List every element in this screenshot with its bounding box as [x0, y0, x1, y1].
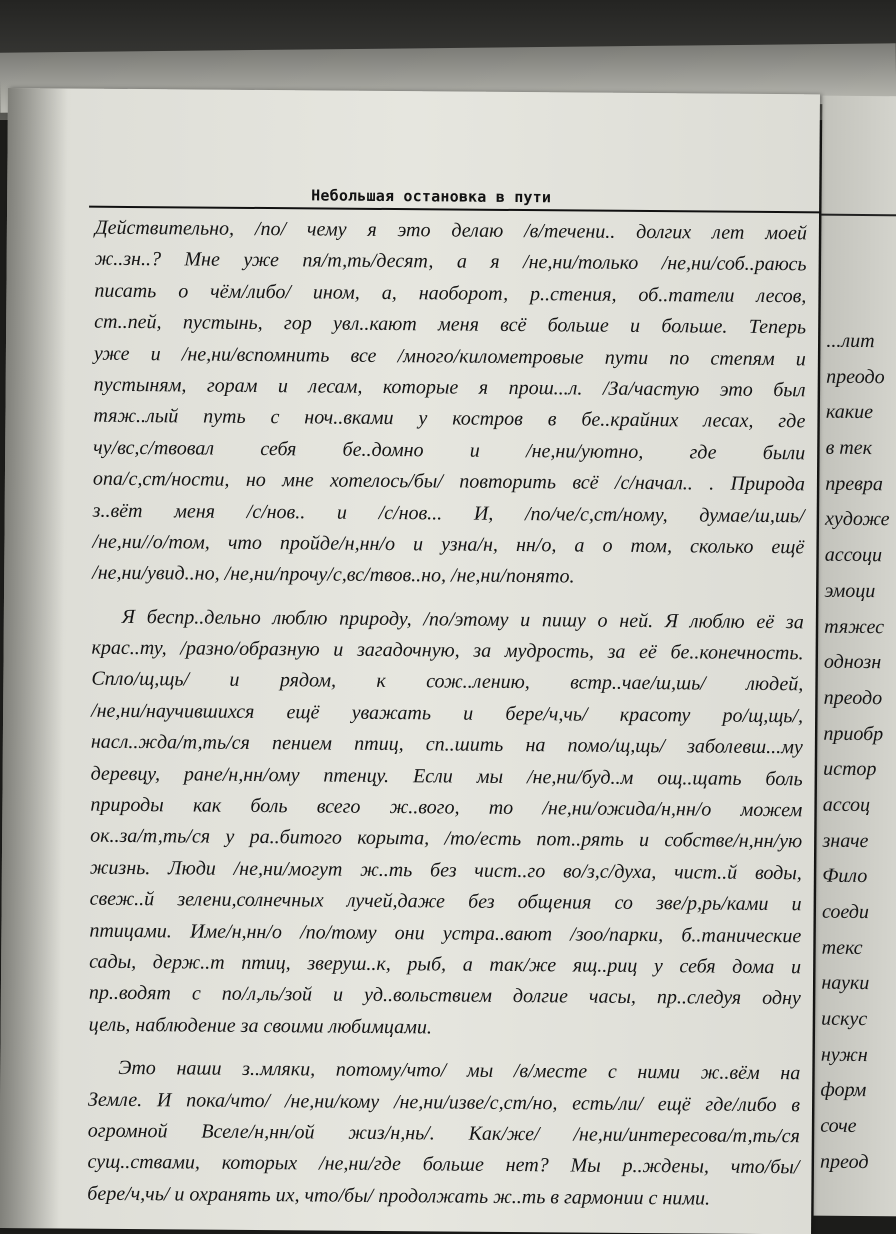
- adjacent-line: художе: [824, 508, 890, 531]
- text-line: /не,ни/увид..но, /не,ни/прочу/с,вс/твов..но, /не,ни/понято.: [92, 561, 575, 588]
- text-line: цель, наблюдение за своими любимцами.: [88, 1013, 433, 1039]
- text-line: насл..жда/т,ть/ся пением птиц, сп..шить на помо/щ,щь/ заболевш...му: [90, 730, 803, 759]
- text-line: свеж..й зелени,солнечных лучей,даже без общения со зве/р,рь/ками и: [89, 887, 802, 916]
- text-line: крас..ту, /разно/образную и загадочную, за мудрость, за её бе..конечность.: [91, 636, 804, 665]
- text-line: Это наши з..мляки, потому/что/ мы /в/месте с ними ж..вём на: [118, 1057, 801, 1085]
- paragraph: [89, 601, 804, 1046]
- text-line: /не,ни//о/том, что пройде/н,нн/о и узна/н, нн/о, а о том, сколько ещё: [92, 530, 805, 559]
- paragraph: [92, 213, 807, 595]
- text-line: птицами. Име/н,нн/о /по/тому они устра..вают /зоо/парки, б..танические: [89, 919, 802, 947]
- adjacent-line: в тек: [825, 436, 873, 460]
- text-line: тяж..лый путь с ноч..вками у костров в бе..крайних лесах, где: [93, 405, 806, 433]
- body-text: [87, 213, 807, 1216]
- adjacent-line: ассоци: [824, 543, 883, 567]
- text-line: Я беспр..дельно люблю природу, /по/этому и пишу о ней. Я люблю её за: [121, 605, 804, 633]
- text-line: Спло/щ,щь/ и рядом, к сож..лению, встр..чае/ш,шь/ людей,: [91, 668, 804, 696]
- text-line: сады, держ..т птиц, зверуш..к, рыб, а так/же ящ..риц у себя дома и: [89, 950, 802, 979]
- page-shadow: [0, 88, 68, 1228]
- adjacent-line: ...лит: [826, 329, 875, 353]
- header-rule: [89, 206, 821, 214]
- text-line: Земле. И пока/что/ /не,ни/кому /не,ни/изве/с,ст/но, есть/ли/ ещё где/либо в: [87, 1088, 801, 1116]
- paragraph: [87, 1053, 800, 1216]
- adjacent-header-rule: [821, 214, 896, 217]
- adjacent-line: нужн: [820, 1043, 868, 1066]
- text-line: з..вёт меня /с/нов.. и /с/нов... И, /по/че/с,ст/ному, думае/ш,шь/: [92, 499, 805, 527]
- text-line: сущ..ствами, которых /не,ни/где больше нет? Мы р..ждены, что/бы/: [87, 1150, 800, 1179]
- adjacent-line: тяжес: [824, 615, 885, 638]
- adjacent-line: преод: [819, 1150, 869, 1173]
- adjacent-line: превра: [825, 472, 884, 495]
- adjacent-line: науки: [821, 972, 870, 995]
- text-line: огромной Вселе/н,нн/ой жиз/н,нь/. Как/же/ /не,ни/интересова/т,ть/ся: [87, 1119, 800, 1148]
- adjacent-page: [814, 96, 896, 1217]
- adjacent-line: эмоци: [824, 579, 876, 602]
- text-line: ст..пей, пустынь, гор увл..кают меня всё больше и больше. Теперь: [94, 310, 807, 339]
- text-line: деревцу, ране/н,нн/ому птенцу. Если мы /не,ни/буд..м ощ..щать боль: [90, 762, 803, 790]
- text-line: пр..водят с по/л,ль/зой и уд..вольствием долгие часы, пр..следуя одну: [88, 982, 801, 1010]
- text-line: бере/ч,чь/ и охранять их, что/бы/ продолжать ж..ть в гармонии с ними.: [87, 1182, 711, 1210]
- adjacent-line: Фило: [822, 864, 868, 888]
- adjacent-line: форм: [820, 1079, 867, 1102]
- text-line: опа/с,ст/ности, но мне хотелось/бы/ повторить всё /с/начал.. . Природа: [92, 467, 805, 496]
- adjacent-line: однозн: [823, 650, 882, 674]
- text-line: ок..за/т,ть/ся у ра..битого корыта, /то/есть пот..рять и собстве/н,нн/ую: [90, 825, 803, 853]
- adjacent-line: соеди: [821, 900, 869, 924]
- adjacent-line: истор: [823, 757, 877, 781]
- adjacent-line: значе: [822, 829, 869, 852]
- adjacent-line: текс: [821, 936, 863, 959]
- adjacent-line: какие: [825, 401, 874, 424]
- text-line: писать о чём/либо/ ином, а, наоборот, р..стения, об..татели лесов,: [94, 279, 807, 308]
- text-line: жизнь. Люди /не,ни/могут ж..ть без чист..го во/з,с/духа, чист..й воды,: [89, 856, 802, 885]
- adjacent-line: искус: [821, 1007, 868, 1031]
- adjacent-page-text: [820, 324, 891, 1181]
- document-page: [0, 88, 820, 1234]
- text-line: пустыням, горам и лесам, которые я прош...л. /За/частую это был: [93, 373, 806, 402]
- adjacent-line: преодо: [823, 686, 883, 710]
- adjacent-line: приобр: [823, 722, 884, 745]
- text-line: Действительно, /по/ чему я это делаю /в/течени.. долгих лет моей: [94, 216, 807, 245]
- text-line: ж..зн..? Мне уже пя/т,ть/десят, а я /не,ни/только /не,ни/соб..раюсь: [94, 248, 807, 276]
- text-line: природы как боль всего ж..вого, то /не,ни/ожида/н,нн/о можем: [90, 793, 803, 822]
- page-title: Небольшая остановка в пути: [311, 186, 552, 207]
- adjacent-line: преодо: [826, 365, 885, 388]
- text-line: чу/вс,с/твовал себя бе..домно и /не,ни/уютно, где были: [93, 436, 806, 465]
- text-line: уже и /не,ни/вспомнить все /много/километровые пути по степям и: [93, 342, 806, 370]
- adjacent-line: ассоц: [822, 793, 871, 816]
- text-line: /не,ни/научившихся ещё уважать и бере/ч,чь/ красоту ро/щ,щь/,: [91, 699, 804, 728]
- adjacent-line: соче: [820, 1114, 857, 1138]
